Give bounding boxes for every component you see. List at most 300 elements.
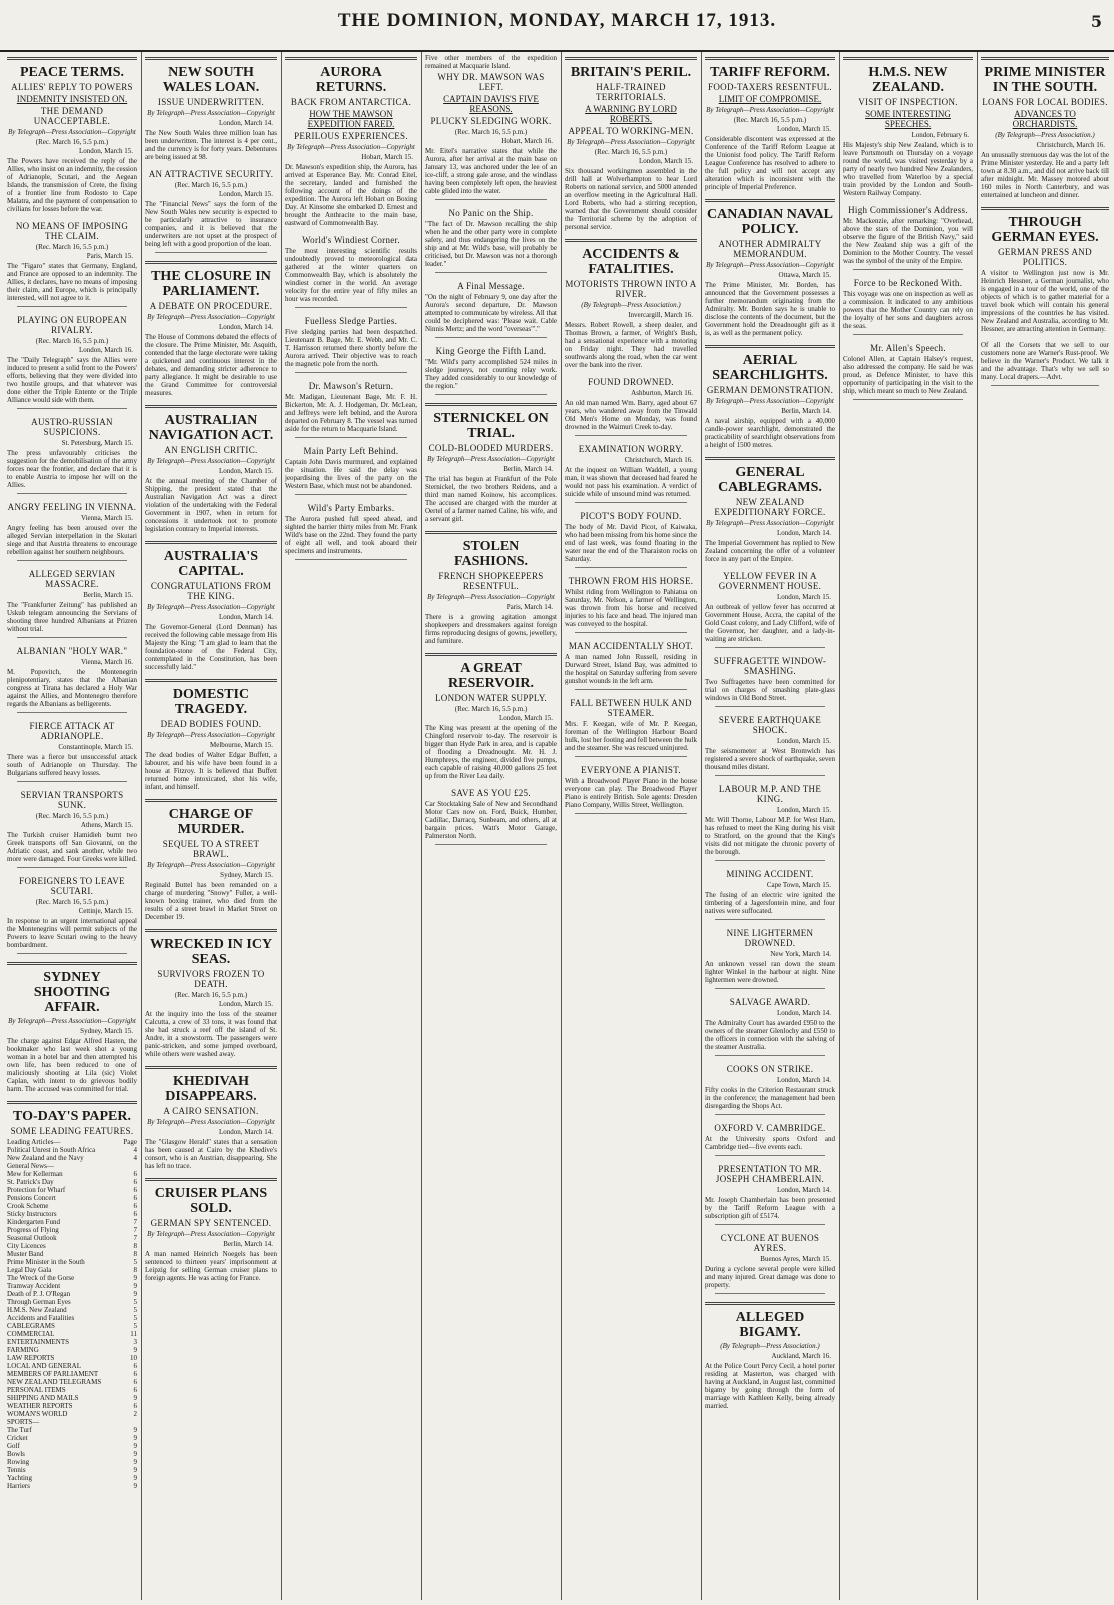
index-page: 6 <box>133 1170 137 1178</box>
article-separator <box>853 399 963 400</box>
article-body: There is a growing agitation amongst shopkeepers and dressmakers against foreign firms reproducing designs of gowns, jewellery, and furniture. <box>425 613 557 645</box>
index-page: 7 <box>133 1234 137 1242</box>
article-body: The Aurora pushed full speed ahead, and sighted the barrier thirty miles from Mr. Frank Wild's base on the 22nd. They found the party of eight all well, and took aboard their specimens and instruments. <box>285 515 417 555</box>
article-separator <box>715 647 825 648</box>
byline: By Telegraph—Press Association—Copyright <box>147 1230 275 1238</box>
index-page: 9 <box>133 1458 137 1466</box>
dateline: (Rec. March 16, 5.5 p.m.) <box>174 181 248 189</box>
index-row <box>7 1378 137 1386</box>
headline-rule <box>705 57 835 60</box>
article <box>7 721 137 782</box>
index-page: 7 <box>133 1226 137 1234</box>
byline: By Telegraph—Press Association—Copyright <box>147 731 275 739</box>
place-date: Sydney, March 15. <box>80 1027 133 1035</box>
index-page: 9 <box>133 1434 137 1442</box>
index-page: 9 <box>133 1346 137 1354</box>
article-body: "On the night of February 9, one day after the Aurora's second departure, Dr. Mawson attempted to communicate by wireless. All that could be deciphered was: 'Please wait. Cable Ninnis Mertz; and the word "overseas"'." <box>425 293 557 333</box>
subheadline: APPEAL TO WORKING-MEN. <box>568 126 694 136</box>
headline: CHARGE OF MURDER. <box>168 807 254 837</box>
article-body: An old man named Wm. Barry, aged about 67 years, who wandered away from the Tinwald Old Men's Home on Monday, was found drowned in the Waimuri Creek to-day. <box>565 399 697 431</box>
index-row <box>7 1178 137 1186</box>
article-body: Reginald Buttel has been remanded on a charge of murdering "Snowy" Fuller, a well-known boxing trainer, who died from the results of a street brawl in Market Street on December 19. <box>145 881 277 921</box>
subheadline: LIMIT OF COMPROMISE. <box>718 94 822 104</box>
index-page: 5 <box>133 1322 137 1330</box>
index-label: Accidents and Fatalities <box>7 1314 75 1322</box>
index-row <box>7 1194 137 1202</box>
headline: THROUGH GERMAN EYES. <box>991 215 1099 245</box>
subheadline: ALLIES' REPLY TO POWERS <box>11 82 133 92</box>
subheadline: LOANS FOR LOCAL BODIES. <box>982 97 1108 107</box>
article-body: The "Figaro" states that Germany, England, and France are opposed to an indemnity. The Allies, it declares, have no means of imposing their claim, and Europe, which is principally interested, will not agree to it. <box>7 262 137 302</box>
index-label: LOCAL AND GENERAL <box>7 1362 82 1370</box>
article-separator <box>17 408 127 409</box>
index-row <box>7 1218 137 1226</box>
index-row <box>7 1434 137 1442</box>
subheadline: PRESENTATION TO MR. JOSEPH CHAMBERLAIN. <box>715 1164 825 1184</box>
headline-rule <box>705 457 835 460</box>
index-row <box>7 1330 137 1338</box>
byline: By Telegraph—Press Association—Copyright <box>706 261 834 269</box>
index-label: Golf <box>7 1442 20 1450</box>
subheadline: VISIT OF INSPECTION. <box>858 97 958 107</box>
article <box>285 235 417 308</box>
article-body: Mr. Eitel's narrative states that while the Aurora, after her arrival at the main base on January 13, was anchored under the lee of an ice-cliff, a strong gale arose, and the windlass having been completely left open, the heaviest cable glided into the water. <box>425 147 557 195</box>
article <box>7 646 137 713</box>
article <box>7 315 137 409</box>
article-body: The press unfavourably criticises the suggestion for the demobilisation of the army forces near the frontier, and declare that it is to enable Austria to impose her will on the Allies. <box>7 449 137 489</box>
column-2 <box>142 52 280 1600</box>
index-page: 4 <box>133 1146 137 1154</box>
index-page: 6 <box>133 1370 137 1378</box>
index-row <box>7 1386 137 1394</box>
article-separator <box>853 269 963 270</box>
headline: KHEDIVAH DISAPPEARS. <box>165 1074 257 1104</box>
subheadline: MAN ACCIDENTALLY SHOT. <box>568 641 694 651</box>
subheadline: THROWN FROM HIS HORSE. <box>568 576 694 586</box>
byline: By Telegraph—Press Association—Copyright <box>287 143 415 151</box>
subheadline: A DEBATE ON PROCEDURE. <box>149 301 273 311</box>
article-body: At the University sports Oxford and Cambridge tied—five events each. <box>705 1135 835 1151</box>
index-label: The Wreck of the Gorse <box>7 1274 75 1282</box>
place-date: Ottawa, March 15. <box>778 271 831 279</box>
article <box>705 1233 835 1294</box>
intro-text: Five other members of the expedition remained at Macquarie Island. <box>425 54 557 70</box>
byline: By Telegraph—Press Association—Copyright <box>706 106 834 114</box>
headline-rule <box>7 57 137 60</box>
article-body: In response to an urgent international appeal the Montenegrins will permit subjects of the Powers to leave Scutari owing to the heavy bombardment. <box>7 917 137 949</box>
headline-rule <box>981 207 1109 210</box>
headline-rule <box>981 57 1109 60</box>
article-body: Mr. Joseph Chamberlain has been presented by the Tariff Reform League with a subscription gift of £5174. <box>705 1196 835 1220</box>
index-page: 6 <box>133 1178 137 1186</box>
subheadline: NINE LIGHTERMEN DROWNED. <box>726 928 814 948</box>
index-label: Through German Eyes <box>7 1298 71 1306</box>
article-separator <box>715 1155 825 1156</box>
article <box>7 221 137 307</box>
subheadline: High Commissioner's Address. <box>848 205 968 215</box>
index-row <box>7 1234 137 1242</box>
subheadline: ADVANCES TO ORCHARDISTS. <box>1012 109 1078 129</box>
article-separator <box>991 385 1099 386</box>
place-date: Vienna, March 16. <box>80 658 133 666</box>
place-date: London, March 15. <box>776 593 831 601</box>
article-separator <box>853 334 963 335</box>
article <box>981 57 1109 199</box>
index-page: 9 <box>133 1274 137 1282</box>
place-date: Cape Town, March 15. <box>766 881 831 889</box>
article <box>145 541 277 671</box>
index-page: 6 <box>133 1202 137 1210</box>
headline-rule <box>565 239 697 242</box>
place-date: London, March 15. <box>218 467 273 475</box>
place-date: London, March 15. <box>776 125 831 133</box>
headline-rule <box>145 57 277 60</box>
index-label: WOMAN'S WORLD <box>7 1410 68 1418</box>
headline-rule <box>145 929 277 932</box>
index-label: FARMING <box>7 1346 39 1354</box>
subheadline: ANOTHER ADMIRALTY MEMORANDUM. <box>718 239 822 259</box>
column-1 <box>4 52 140 1600</box>
place-date: London, March 14. <box>218 613 273 621</box>
headline: THE CLOSURE IN PARLIAMENT. <box>151 269 271 299</box>
article <box>7 502 137 561</box>
article <box>843 278 973 335</box>
headline: PRIME MINISTER IN THE SOUTH. <box>984 65 1106 95</box>
article-separator <box>17 953 127 954</box>
article-body: The seismometer at West Bromwich has registered a severe shock of earthquake, seven thousand miles distant. <box>705 747 835 771</box>
article-separator <box>435 199 547 200</box>
headline: GENERAL CABLEGRAMS. <box>718 465 822 495</box>
article-body: His Majesty's ship New Zealand, which is to leave Portsmouth on Thursday on a voyage round the world, was visited yesterday by a party of nearly two hundred New Zealanders, who travelled from Waterloo by a special train provided by the London and South-Western Railway Company. <box>843 141 973 197</box>
headline: NEW SOUTH WALES LOAN. <box>162 65 260 95</box>
place-date: London, March 15. <box>78 147 133 155</box>
article-body: Dr. Mawson's expedition ship, the Aurora, has arrived at Esperance Bay. Mr. Conrad Eitel, the secretary, landed and furnished the following account of the doings of the expedition. The Aurora left Hobart on Boxing Day. At Kinsome she embarked D. Ernest and brought the Anthracite to the main base, eastward of Commonwealth Bay. <box>285 163 417 227</box>
article-separator <box>295 494 407 495</box>
index-row <box>7 1370 137 1378</box>
article-body: The charge against Edgar Alfred Hasten, the bookmaker who last week shot a young woman in a hotel bar and then attempted his own life, has been reduced to one of maliciously shooting at Lila (sic) Violet Caplan, with intent to do grievous bodily harm. The accused was committed for trial. <box>7 1037 137 1093</box>
subheadline: EVERYONE A PIANIST. <box>581 765 681 775</box>
index-page: 11 <box>130 1330 137 1338</box>
article-separator <box>715 988 825 989</box>
place-date: London, March 15. <box>776 806 831 814</box>
headline-rule <box>145 541 277 544</box>
column-3 <box>282 52 420 1600</box>
subheadline: World's Windiest Corner. <box>302 235 400 245</box>
article-body: The Prime Minister, Mr. Borden, has announced that the Government possesses a further memorandum originating from the Admiralty. Mr. Borden says he is unable to disclose the contents of the document, but the Government hold the Dreadnought gift as it is, as well as the permanent policy. <box>705 281 835 337</box>
index-row <box>7 1202 137 1210</box>
article <box>565 511 697 568</box>
article <box>7 57 137 213</box>
index-label: Harriers <box>7 1482 30 1490</box>
byline: By Telegraph—Press Association—Copyright <box>147 861 275 869</box>
article-body: The fusing of an electric wire ignited the timbering of a Jagersfontein mine, and four natives were suffocated. <box>705 891 835 915</box>
column-4 <box>422 52 560 1600</box>
article-body: The dead bodies of Walter Edgar Buffett, a labourer, and his wife have been found in a house at Fitzroy. It is believed that Buffett returned home intoxicated, shot his wife, infant, and himself. <box>145 751 277 791</box>
index-page: 8 <box>133 1242 137 1250</box>
article <box>285 316 417 373</box>
place-date: Hobart, March 15. <box>361 153 413 161</box>
article <box>145 261 277 397</box>
article-separator <box>715 1224 825 1225</box>
article-body: At the inquest on William Waddell, a young man, it was shown that deceased had feared he would not pass his examination. A verdict of suicide while of unsound mind was returned. <box>565 466 697 498</box>
article-separator <box>715 1114 825 1115</box>
article <box>705 457 835 563</box>
headline-rule <box>7 1101 137 1104</box>
article <box>145 929 277 1058</box>
headline-rule <box>705 345 835 348</box>
headline-rule <box>145 1066 277 1069</box>
index-label: SHIPPING AND MAILS <box>7 1394 79 1402</box>
subheadline: SERVIAN TRANSPORTS SUNK. <box>20 790 124 810</box>
subheadline: PLAYING ON EUROPEAN RIVALRY. <box>17 315 127 335</box>
article-separator <box>17 781 127 782</box>
subheadline: LONDON WATER SUPPLY. <box>434 693 548 703</box>
article <box>145 1178 277 1282</box>
subheadline: MOTORISTS THROWN INTO A RIVER. <box>565 279 697 299</box>
index-row <box>7 1402 137 1410</box>
headline: DOMESTIC TRAGEDY. <box>172 687 250 717</box>
subheadline: OXFORD V. CAMBRIDGE. <box>714 1123 826 1133</box>
place-date: London, March 15. <box>218 1000 273 1008</box>
place-date: Buenos Ayres, March 15. <box>760 1255 831 1263</box>
headline: TARIFF REFORM. <box>710 65 830 80</box>
headline-rule <box>145 1178 277 1181</box>
article-separator <box>715 706 825 707</box>
index-row <box>7 1186 137 1194</box>
article-body: The King was present at the opening of the Chingford reservoir to-day. The reservoir is bigger than Hyde Park in area, and is capable of flooding a Dreadnought. Mr. H. J. Humphreys, the engineer, divided five pumps, each capable of raising 40,000 gallons 25 feet up from the River Lea daily. <box>425 724 557 780</box>
byline: By Telegraph—Press Association—Copyright <box>147 1118 275 1126</box>
subheadline: THE DEMAND UNACCEPTABLE. <box>33 106 111 126</box>
article-body: Mr. Mackenzie, after remarking: "Overhead, above the stars of the Dominion, you will observe the figure of the British Navy," said the New Zealand ship was a gift of the Dominion to the Mother Country. The vessel was the symbol of the unity of the Empire. <box>843 217 973 265</box>
subheadline: CYCLONE AT BUENOS AYRES. <box>720 1233 820 1253</box>
byline: (By Telegraph—Press Association.) <box>995 131 1095 139</box>
masthead <box>0 0 1114 52</box>
article-body: A man named John Russell, residing in Durward Street, Island Bay, was admitted to the hospital on Saturday suffering from severe gunshot wounds in the left arm. <box>565 653 697 685</box>
article-separator <box>715 919 825 920</box>
dateline: (Rec. March 16, 5.5 p.m.) <box>454 705 528 713</box>
article <box>705 1164 835 1225</box>
place-date: London, March 14. <box>218 323 273 331</box>
article-body: "Mr. Wild's party accomplished 524 miles in sledge journeys, not counting relay work. They added considerably to our knowledge of the region." <box>425 358 557 390</box>
index-label: Tramway Accident <box>7 1282 61 1290</box>
article-body: Car Stocktaking Sale of New and Secondhand Motor Cars now on. Ford, Buick, Humber, Cadillac, Darracq, Sunbeam, and others, all at bargain prices. Watt's Motor Garage, Palmerston North. <box>425 800 557 840</box>
index-row <box>7 1474 137 1482</box>
article <box>705 199 835 337</box>
article-body: The "Financial News" says the form of the New South Wales new security is expected to be particularly attractive to insurance companies, and it is believed that the underwriters are not upset at the prospect of being left with a good proportion of the loan. <box>145 200 277 248</box>
headline: SYDNEY SHOOTING AFFAIR. <box>33 970 111 1015</box>
index-label: General News— <box>7 1162 54 1170</box>
index-label: Mew for Kellerman <box>7 1170 63 1178</box>
article-body: At the inquiry into the loss of the steamer Calcutta, a crew of 33 tons, it was found that she had struck a reef off the island of St. Andre, in a snowstorm. The passengers were panic-stricken, and some jumped overboard, while others were washed away. <box>145 1010 277 1058</box>
byline: By Telegraph—Press Association—Copyright <box>147 603 275 611</box>
article-separator <box>295 372 407 373</box>
index-page: 6 <box>133 1402 137 1410</box>
subheadline: HOW THE MAWSON EXPEDITION FARED. <box>307 109 395 129</box>
article-body: Whilst riding from Wellington to Pahiatua on Saturday, Mr. Nelson, a farmer of Wellington, was thrown from his horse and received injuries to his face and head. The injured man was conveyed to the hospital. <box>565 588 697 628</box>
article <box>425 281 557 338</box>
subheadline: FOREIGNERS TO LEAVE SCUTARI. <box>19 876 125 896</box>
index-row <box>7 1354 137 1362</box>
article <box>705 715 835 776</box>
subheadline: HALF-TRAINED TERRITORIALS. <box>596 82 666 102</box>
headline: BRITAIN'S PERIL. <box>570 65 692 80</box>
place-date: London, March 16. <box>78 346 133 354</box>
article-separator <box>575 813 687 814</box>
headline-rule <box>705 199 835 202</box>
subheadline: FOOD-TAXERS RESENTFUL. <box>708 82 832 92</box>
index-row <box>7 1266 137 1274</box>
index-row <box>7 1458 137 1466</box>
dateline: (Rec. March 16, 5.5 p.m.) <box>35 898 109 906</box>
masthead-title: THE DOMINION, MONDAY, MARCH 17, 1913. <box>337 10 777 31</box>
article-body: The trial has begun at Frankfurt of the Pole Sternickel, the two brothers Reidens, and a third man named Koinow, his accomplices. The accused are charged with the murder at Oertel of a farmer named Caline, his wife, and a servant girl. <box>425 475 557 523</box>
article-separator <box>715 860 825 861</box>
article-separator <box>715 1293 825 1294</box>
place-date: London, March 14. <box>776 529 831 537</box>
todays-paper-index <box>7 1101 137 1490</box>
index-label: Progress of Flying <box>7 1226 59 1234</box>
index-row <box>7 1362 137 1370</box>
article-separator <box>575 632 687 633</box>
article-separator <box>435 337 547 338</box>
index-row <box>7 1138 137 1146</box>
index-page: 7 <box>133 1218 137 1226</box>
article <box>285 503 417 560</box>
headline-rule <box>145 405 277 408</box>
article-separator <box>715 1055 825 1056</box>
place-date: Melbourne, March 15. <box>210 741 273 749</box>
index-label: Yachting <box>7 1474 32 1482</box>
dateline: (Rec. March 16, 5.5 p.m.) <box>594 148 668 156</box>
article <box>145 405 277 533</box>
article-body: Mr. Will Thorne, Labour M.P. for West Ham, has refused to meet the King during his visit to Stratford, on the ground that the King's visits did not mitigate the chronic poverty of the borough. <box>705 816 835 856</box>
article <box>425 653 557 780</box>
article <box>7 876 137 954</box>
article-separator <box>17 637 127 638</box>
subheadline: COOKS ON STRIKE. <box>726 1064 814 1074</box>
index-page: 6 <box>133 1210 137 1218</box>
subheadline: ALBANIAN "HOLY WAR." <box>16 646 128 656</box>
index-row <box>7 1258 137 1266</box>
article-body: The House of Commons debated the effects of the closure. The Prime Minister, Mr. Asquith, contended that the large electorate were taking a quickened and continuous interest in the debates, and demanding stricter adherence to party allegiance. It might be desirable to use the Grand Committee for controversial measures. <box>145 333 277 397</box>
article <box>705 869 835 920</box>
index-page: 6 <box>133 1186 137 1194</box>
place-date: St. Petersburg, March 15. <box>61 439 133 447</box>
index-page: 9 <box>133 1394 137 1402</box>
page-number: 5 <box>1090 12 1102 31</box>
article-separator <box>575 689 687 690</box>
article-separator <box>17 867 127 868</box>
subheadline: Wild's Party Embarks. <box>307 503 395 513</box>
subheadline: MINING ACCIDENT. <box>726 869 814 879</box>
index-subhead: SOME LEADING FEATURES. <box>10 1126 134 1136</box>
article-separator <box>295 437 407 438</box>
index-label: CABLEGRAMS <box>7 1322 55 1330</box>
article-separator <box>435 272 547 273</box>
headline: H.M.S. NEW ZEALAND. <box>868 65 948 95</box>
byline: By Telegraph—Press Association—Copyright <box>427 455 555 463</box>
headline-rule <box>843 57 973 60</box>
index-label: Prime Minister in the South <box>7 1258 85 1266</box>
byline: By Telegraph—Press Association—Copyright <box>8 128 136 136</box>
article-body: At the annual meeting of the Chamber of Shipping, the president stated that the Australian Navigation Act was a direct violation of the undertaking with the Federal Government in 1907, when in return for concessions it undertook not to promote legislation contrary to Imperial interests. <box>145 477 277 533</box>
article <box>565 239 697 369</box>
index-label: H.M.S. New Zealand <box>7 1306 67 1314</box>
index-page: 9 <box>133 1466 137 1474</box>
index-row <box>7 1306 137 1314</box>
article-body: This voyage was one on inspection as well as a commission. It indicated to any ambitious powers that the Mother Country can rely on the loyalty of her sons and daughters across the seas. <box>843 290 973 330</box>
article-body: The "Glasgow Herald" states that a sensation has been caused at Cairo by the Khedive's consort, who is an Austrian, disappearing. She has left no trace. <box>145 1138 277 1170</box>
article-body: Of all the Corsets that we sell to our customers none are Warner's Rust-proof. We believe in the Warner's Product. We talk it and the advantage. That's why we sell so many. Local drapers.—Advt. <box>981 341 1109 381</box>
article <box>425 403 557 523</box>
index-label: COMMERCIAL <box>7 1330 55 1338</box>
article <box>145 169 277 253</box>
headline: A GREAT RESERVOIR. <box>448 661 534 691</box>
article-separator <box>435 394 547 395</box>
article <box>425 346 557 395</box>
byline: By Telegraph—Press Association—Copyright <box>706 519 834 527</box>
place-date: London, March 14. <box>776 1186 831 1194</box>
article-separator <box>575 502 687 503</box>
headline: STERNICKEL ON TRIAL. <box>433 411 549 441</box>
place-date: Berlin, March 14. <box>503 465 553 473</box>
article-body: A visitor to Wellington just now is Mr. Heinrich Hessner, a German journalist, who is engaged in a tour of the world, one of the objects of which is to gather material for a travel book which will contain his general impressions of the countries he has visited. New Zealand and Australia, according to Mr. Hessner, are attracting attention in Germany. <box>981 269 1109 333</box>
place-date: Cettinje, March 15. <box>78 907 133 915</box>
article <box>285 381 417 438</box>
article <box>705 345 835 449</box>
subheadline: SOME INTERESTING SPEECHES. <box>865 109 951 129</box>
place-date: London, March 15. <box>498 714 553 722</box>
index-row <box>7 1250 137 1258</box>
article-body: Fifty cooks in the Criterion Restaurant struck in the conference; the management had been disregarding the Shops Act. <box>705 1086 835 1110</box>
subheadline: ISSUE UNDERWRITTEN. <box>157 97 265 107</box>
article-separator <box>295 559 407 560</box>
article-body: With a Broadwood Player Piano in the house everyone can play. The Broadwood Player Piano is entirely British. Sole agents: Dresden Piano Company, Willis Street, Wellington. <box>565 777 697 809</box>
article-body: An unknown vessel ran down the steam lighter Winkel in the harbour at night. Nine lightermen were drowned. <box>705 960 835 984</box>
index-label: New Zealand and the Navy <box>7 1154 84 1162</box>
article <box>565 765 697 814</box>
subheadline: A Final Message. <box>457 281 525 291</box>
index-label: St. Patrick's Day <box>7 1178 54 1186</box>
article-body: "The fact of Dr. Mawson recalling the ship when he and the other party were in complete safety, and thus endangering the lives on the ship and at Mr. Wild's base, will probably be criticised, but Dr. Mawson was not a thorough leader." <box>425 220 557 268</box>
place-date: Berlin, March 14. <box>223 1240 273 1248</box>
subheadline: AN ATTRACTIVE SECURITY. <box>148 169 274 179</box>
subheadline: EXAMINATION WORRY. <box>578 444 684 454</box>
place-date: Constantinople, March 15. <box>58 743 133 751</box>
article-body: An unusually strenuous day was the lot of the Prime Minister yesterday. He and a party left town at 8.30 a.m., and did not arrive back till after midnight. Mr. Massey motored about 160 miles in North Canterbury, and was entertained at luncheon and dinner. <box>981 151 1109 199</box>
subheadline: CONGRATULATIONS FROM THE KING. <box>150 581 272 601</box>
headline-rule <box>705 1302 835 1305</box>
index-label: Crook Scheme <box>7 1202 49 1210</box>
article <box>145 799 277 921</box>
article <box>843 205 973 270</box>
subheadline: SURVIVORS FROZEN TO DEATH. <box>157 969 265 989</box>
byline: (By Telegraph—Press Association.) <box>720 1342 820 1350</box>
article-body: The Turkish cruiser Hamidieh burnt two Greek transports off San Giovanni, on the Adriatic coast, and sank another, while two more were damaged. Four Greeks were killed. <box>7 831 137 863</box>
headline-rule <box>145 261 277 264</box>
article <box>705 571 835 648</box>
article <box>7 790 137 868</box>
headline-rule <box>7 962 137 965</box>
article-body: The body of Mr. David Picot, of Kaiwaka, who had been missing from his home since the end of last week, was found floating in the water near the end of the Tharaiston rocks on Saturday. <box>565 523 697 563</box>
index-label: City Licences <box>7 1242 46 1250</box>
subheadline: A CAIRO SENSATION. <box>163 1106 259 1116</box>
index-row <box>7 1282 137 1290</box>
article-body: An outbreak of yellow fever has occurred at Government House, Accra, the capital of the Gold Coast colony, and Lady Clifford, wife of the Governor, her daughter, and a lady-in-waiting are stricken. <box>705 603 835 643</box>
index-page: 5 <box>133 1298 137 1306</box>
headline: CANADIAN NAVAL POLICY. <box>707 207 833 237</box>
place-date: London, March 15. <box>638 157 693 165</box>
